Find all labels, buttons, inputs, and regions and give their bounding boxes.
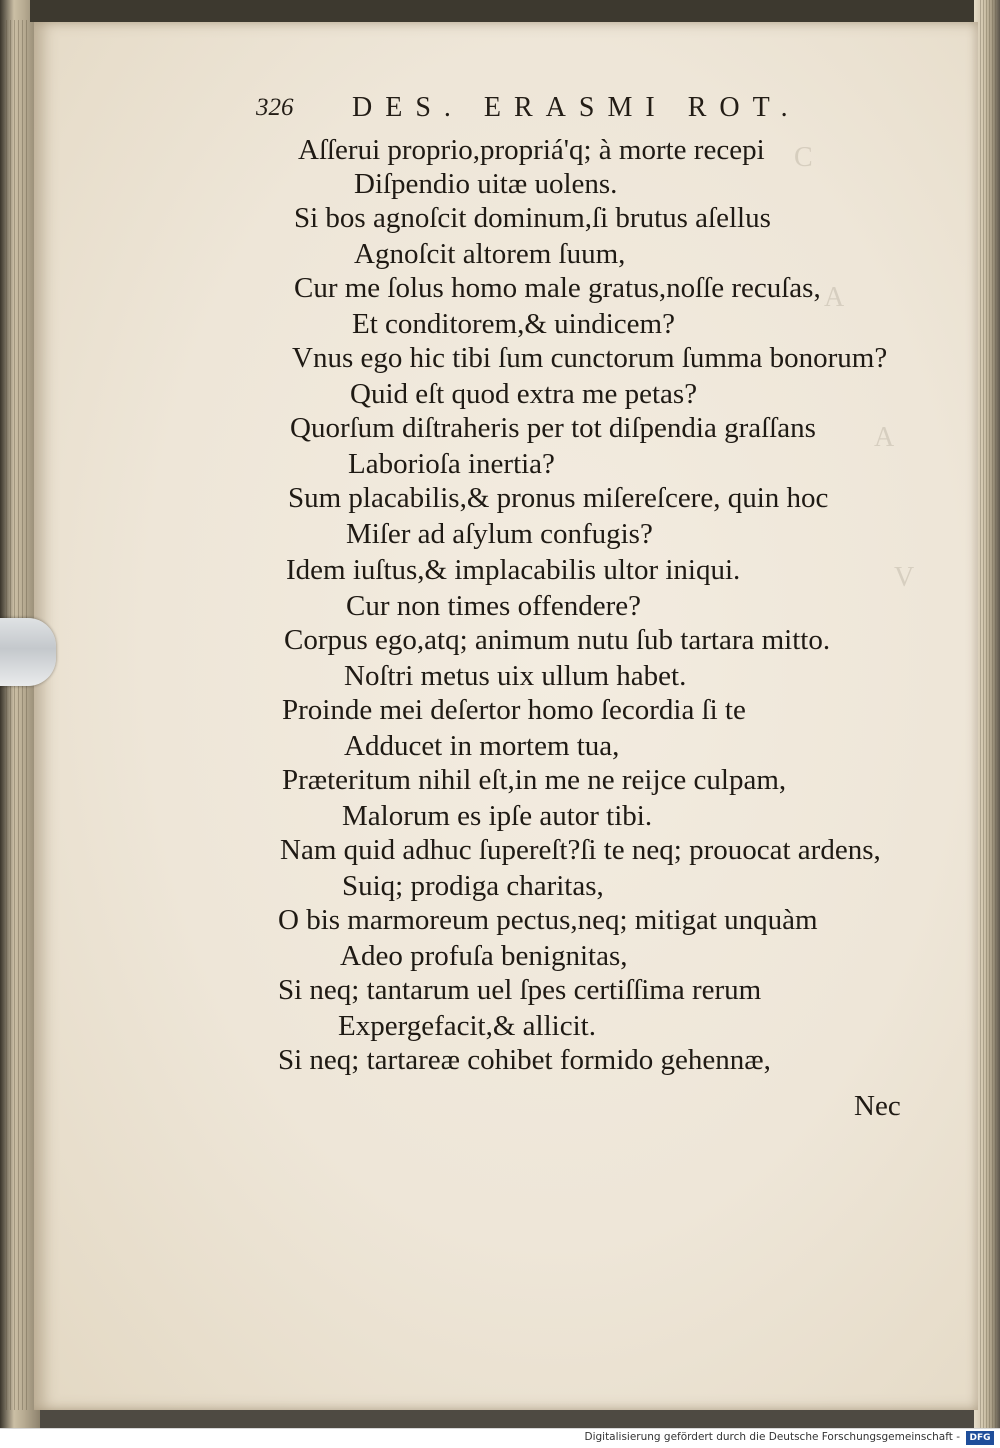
verse-line: Quid eſt quod extra me petas? xyxy=(350,378,698,410)
verse-line: Suiq; prodiga charitas, xyxy=(342,870,604,902)
verse-line: Agnoſcit altorem ſuum, xyxy=(354,238,626,270)
dfg-logo xyxy=(966,1431,994,1445)
verse-line: Nam quid adhuc ſupereſt?ſi te neq; prouocat ardens, xyxy=(280,834,881,866)
verse-line: Si neq; tartareæ cohibet formido gehennæ, xyxy=(278,1044,771,1076)
verse-line: Vnus ego hic tibi ſum cunctorum ſumma bonorum? xyxy=(292,342,888,374)
show-through: A xyxy=(874,422,895,453)
book-page xyxy=(34,22,978,1410)
verse-block xyxy=(34,22,978,1122)
verse-line: Miſer ad aſylum confugis? xyxy=(346,518,653,550)
verse-line: Præteritum nihil eſt,in me ne reijce culpam, xyxy=(282,764,787,796)
verse-line: Expergefacit,& allicit. xyxy=(338,1010,596,1042)
verse-line: Adeo profuſa benignitas, xyxy=(340,940,628,972)
verse-line: Cur non times offendere? xyxy=(346,590,642,622)
verse-line: Aſſerui proprio,propriá'q; à morte recepi xyxy=(298,134,765,166)
catchword: Nec xyxy=(854,1090,901,1122)
verse-line: Adducet in mortem tua, xyxy=(344,730,620,762)
verse-line: Et conditorem,& uindicem? xyxy=(352,308,675,340)
verse-line: Corpus ego,atq; animum nutu ſub tartara mitto. xyxy=(284,624,831,656)
verse-line: Si neq; tantarum uel ſpes certiſſima rerum xyxy=(278,974,762,1006)
page-clip xyxy=(0,618,56,686)
verse-line: Malorum es ipſe autor tibi. xyxy=(342,800,653,832)
funding-notice: Digitalisierung gefördert durch die Deutsche Forschungsgemeinschaft - xyxy=(584,1431,960,1443)
show-through: C xyxy=(794,142,813,173)
verse-line: Quorſum diſtraheris per tot diſpendia graſſans xyxy=(290,412,816,444)
verse-line: O bis marmoreum pectus,neq; mitigat unquàm xyxy=(278,904,818,936)
dfg-logo-text: DFG xyxy=(969,1433,991,1443)
verse-line: Si bos agnoſcit dominum,ſi brutus aſellus xyxy=(294,202,771,234)
digitization-footer xyxy=(0,1428,1000,1448)
verse-line: Noſtri metus uix ullum habet. xyxy=(344,660,687,692)
verse-line: Laborioſa inertia? xyxy=(348,448,555,480)
verse-line: Sum placabilis,& pronus miſereſcere, quin hoc xyxy=(288,482,829,514)
verse-line: Diſpendio uitæ uolens. xyxy=(354,168,618,200)
running-head: DES. ERASMI ROT. xyxy=(352,92,801,123)
verse-line: Cur me ſolus homo male gratus,noſſe recuſas, xyxy=(294,272,821,304)
show-through: V xyxy=(894,562,915,593)
show-through: A xyxy=(824,282,845,313)
top-gap xyxy=(30,0,1000,22)
verse-line: Idem iuſtus,& implacabilis ultor iniqui. xyxy=(286,554,741,586)
verse-line: Proinde mei deſertor homo ſecordia ſi te xyxy=(282,694,746,726)
page-number: 326 xyxy=(256,94,294,121)
